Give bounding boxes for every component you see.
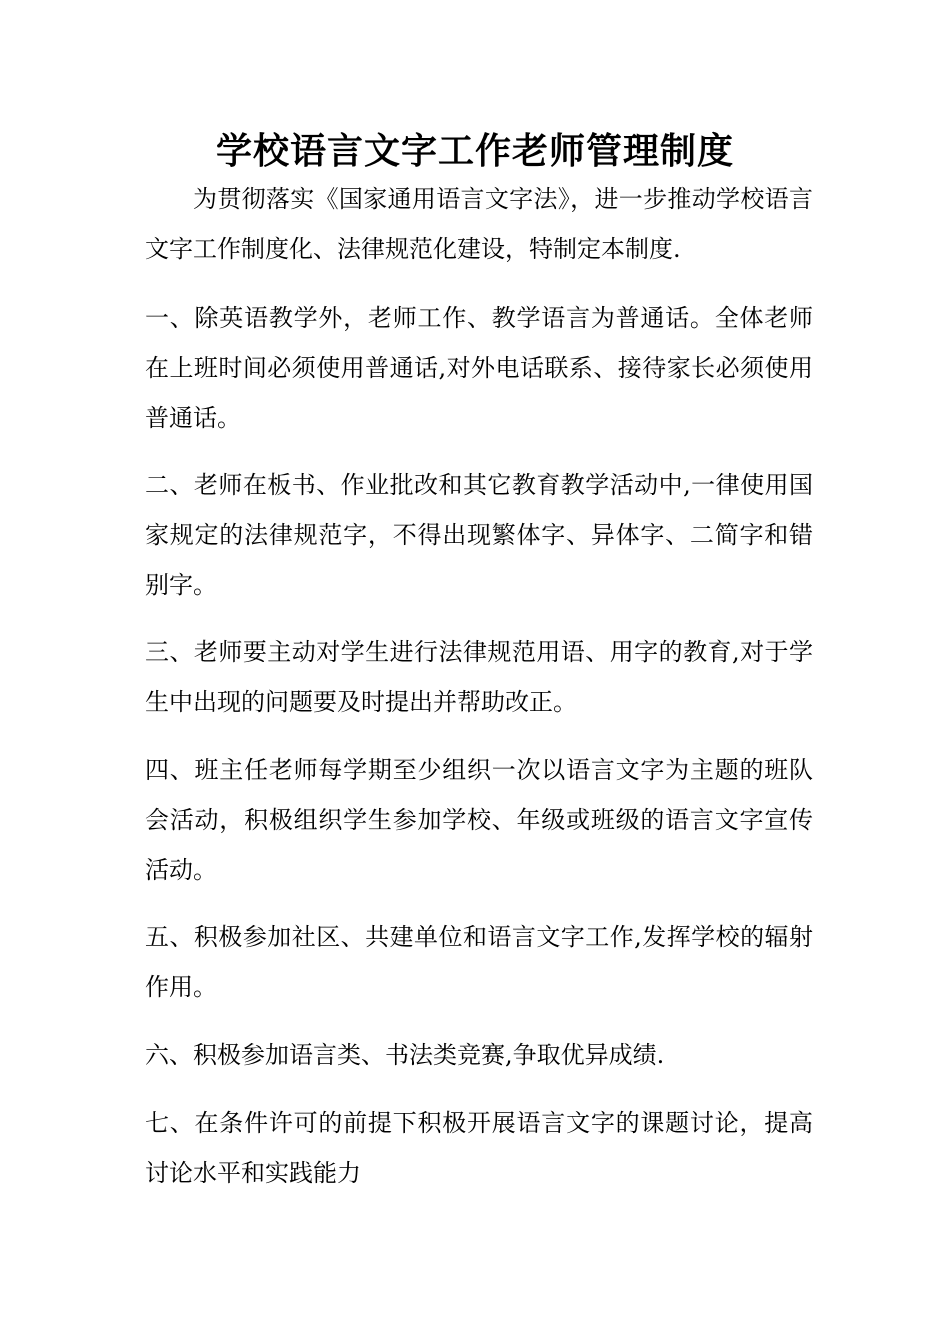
rule-paragraph-2: 二、老师在板书、作业批改和其它教育教学活动中,一律使用国家规定的法律规范字，不得出现繁体字、异体字、二简字和错别字。 [145, 471, 813, 599]
rule-paragraph-4: 四、班主任老师每学期至少组织一次以语言文字为主题的班队会活动，积极组织学生参加学校、年级或班级的语言文字宣传活动。 [145, 756, 813, 884]
rule-paragraph-7: 七、在条件许可的前提下积极开展语言文字的课题讨论，提高讨论水平和实践能力 [145, 1109, 813, 1187]
rule-paragraph-5: 五、积极参加社区、共建单位和语言文字工作,发挥学校的辐射作用。 [145, 923, 813, 1001]
document-title: 学校语言文字工作老师管理制度 [215, 131, 734, 172]
rule-paragraph-1: 一、除英语教学外，老师工作、教学语言为普通话。全体老师在上班时间必须使用普通话,对外电话联系、接待家长必须使用普通话。 [145, 304, 813, 432]
intro-paragraph: 为贯彻落实《国家通用语言文字法》，进一步推动学校语言文字工作制度化、法律规范化建设，特制定本制度. [145, 185, 813, 263]
rule-paragraph-6: 六、积极参加语言类、书法类竞赛,争取优异成绩. [145, 1041, 665, 1069]
rule-paragraph-3: 三、老师要主动对学生进行法律规范用语、用字的教育,对于学生中出现的问题要及时提出并帮助改正。 [145, 638, 813, 716]
